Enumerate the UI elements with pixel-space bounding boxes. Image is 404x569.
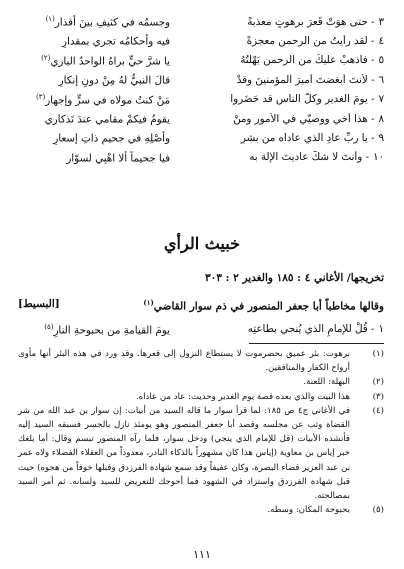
hemistich-text: قالَ النبيُّ لهُ مِنْ دونِ إنكارِ (58, 74, 170, 87)
hemistich-second (18, 15, 170, 28)
line-number: ٩ (378, 132, 384, 145)
footnote (18, 375, 384, 389)
line-number: ١ (378, 323, 384, 335)
intro-text-wrap (143, 298, 384, 313)
hemistich-text: وجسمُه في كثيفٍ بينَ أقذارِ (54, 16, 170, 29)
sources-line: تخريجها/ الأغاني ٤ : ١٨٥ والغدير ٢ : ٣٠٣ (205, 272, 384, 284)
hemistich-first: ١- قُلْ للإمامِ الذي يُنجي بطاعتِه (247, 323, 384, 335)
footnote-number: (٥) (372, 505, 384, 516)
footnote-text: في الأغاني ج٤ ص ١٨٥: لما قرأ سوار ما قاله السيد من أبيات: إن سوار بن عبد الله من شر القضاة وثب عن مجلسه وقصد أبا جعفر المنصور وهو يومئذ نازل بالجسر فسبقه السيد إليه فأنشده الأبيات (قل للإمام الذي ينجي) ودخل سوار، فلما رآه المنصور تبسم وقال: أما بلغك خبر إياس بن معاوية (إياس هذا كان مشهوراً بالذكاء النادر، معدوداً من العقلاء الفضلاء ولاه عمر بن عبد العزيز قضاء البصرة، وكان عفيفاً وقد سمع شهادة الفرزدق وقبلها خوفاً من هجوه) حيث قبل شهادة الفرزدق واستزاد في الشهود فما أحوجك للتعريض للسيد ولسانه. ثم أمر السيد بمصالحته. (18, 405, 350, 502)
footnote (18, 404, 384, 503)
intro-text: وقالها مخاطباً أبا جعفر المنصور في ذم سوار القاضي (153, 300, 384, 313)
hemistich-text: وأنتَ لا شكَّ عاديتَ الإلهَ به (249, 151, 363, 164)
footnote-text: هذا البيت والذي بعده قصة يوم الغدير وحديث: عاد من عاداه. (135, 391, 350, 402)
hemistich-first: ٥- فاذهبْ عليكَ من الرحمنِ بَهْلَتُهُ (240, 54, 384, 67)
poem-line (18, 51, 384, 70)
hemistich-text: فاذهبْ عليكَ من الرحمنِ بَهْلَتُهُ (240, 54, 368, 67)
hemistich-first: ٣- حتى هوَتْ قَعرَ برهوتٍ معذبةً (247, 15, 384, 28)
line-number: ١٠ (372, 151, 384, 164)
poem-line (18, 70, 384, 89)
footnote-ref: (١) (143, 298, 154, 307)
hemistich-second (18, 93, 170, 106)
footnote (18, 503, 384, 517)
hemistich-text: لقد رأيتُ من الرحمنِ معجزةً (246, 35, 368, 48)
footnote-text: بحبوحة المكان: وسطه. (267, 505, 350, 516)
hemistich-second (18, 131, 170, 144)
poem-line (18, 323, 384, 336)
meter-label: [البسيط] (18, 298, 60, 310)
line-number: ٨ (378, 112, 384, 125)
footnote (18, 390, 384, 404)
hemistich-text: قُلْ للإمامِ الذي يُنجي بطاعتِه (247, 323, 368, 335)
footnote-ref: (١) (45, 14, 55, 23)
hemistich-text: فيه وأحكامُه تجري بمقدارِ (62, 35, 170, 48)
line-number: ٥ (378, 54, 384, 67)
footnote-ref: (٢) (41, 53, 51, 62)
hemistich-first: ٩- يا ربِّ عادِ الذي عاداه من بشرٍ (240, 132, 384, 145)
poem-line (18, 148, 384, 167)
hemistich-text: حتى هوَتْ قَعرَ برهوتٍ معذبةً (247, 15, 368, 28)
poem-block (18, 12, 384, 167)
hemistich-text: هذا أخي ووصيّي في الأمورِ ومنْ (233, 112, 368, 125)
hemistich-text: يقومُ فيكمْ مقامي عندَ تَذكاري (44, 113, 170, 126)
hemistich-first: ١٠- وأنتَ لا شكَّ عاديتَ الإلهَ به (249, 151, 384, 164)
poem-line (18, 109, 384, 128)
footnote-number: (٣) (372, 391, 384, 402)
hemistich-second (18, 73, 170, 86)
footnote-number: (١) (372, 349, 384, 359)
hemistich-second (18, 34, 170, 47)
hemistich-first: ٦- لأنتَ أبغضتَ أميرَ المؤمنينَ وقدْ (236, 73, 384, 86)
footnote (18, 347, 384, 375)
section-title: خبيث الرأي (164, 234, 240, 253)
hemistich-text: فيا جحيماً ألا اهْبِي لسوّارِ (66, 152, 170, 165)
page-number: ١١١ (193, 548, 211, 561)
poem-line (18, 12, 384, 31)
hemistich-text: يا شرَّ حيٍّ براهُ الواحدُ الباري (50, 55, 170, 68)
hemistich-second (18, 54, 170, 67)
poem-intro (18, 298, 384, 313)
hemistich-text: وأصْلِهِ في جحيمٍ ذاتِ إسعارِ (53, 132, 170, 145)
footnote-ref: (٣) (35, 92, 46, 101)
hemistich-text: يا ربِّ عادِ الذي عاداه من بشرٍ (240, 132, 368, 145)
line-number: ٧ (378, 93, 384, 106)
footnote-ref: (٥) (44, 323, 54, 331)
poem-line (18, 90, 384, 109)
hemistich-first: ٧- يومَ الغديرِ وكلُّ الناسِ قد حَضَروا (230, 93, 384, 106)
footnotes (18, 347, 384, 517)
hemistich-first: ٨- هذا أخي ووصيّي في الأمورِ ومنْ (233, 112, 384, 125)
hemistich-second (18, 112, 170, 125)
hemistich-text: مَنْ كنتُ مولاه في سرٍّ وإجهارِ (45, 93, 170, 106)
hemistich-second (18, 151, 170, 164)
footnote-number: (٤) (372, 405, 384, 416)
poem-line (18, 31, 384, 50)
hemistich-text: لأنتَ أبغضتَ أميرَ المؤمنينَ وقدْ (236, 73, 368, 86)
footnote-text: البهلة: اللعنة. (303, 377, 350, 388)
footnote-number: (٢) (372, 377, 384, 388)
poem-line (18, 128, 384, 147)
footnote-separator (249, 343, 384, 344)
hemistich-text: يومَ الغديرِ وكلُّ الناسِ قد حَضَروا (230, 93, 368, 106)
hemistich-second (18, 323, 184, 336)
line-number: ٤ (378, 35, 384, 48)
footnote-text: برهوت: بئر عميق بحضرموت لا يستطاع النزول إلى قعرها. وقد ورد في هذه البئر أنها مأوى أرواح الكفار والمنافقين. (18, 349, 350, 374)
line-number: ٣ (378, 15, 384, 28)
hemistich-text: يومَ القيامةِ من بحبوحةِ النارِ (53, 324, 170, 337)
hemistich-first: ٤- لقد رأيتُ من الرحمنِ معجزةً (246, 35, 384, 48)
line-number: ٦ (378, 73, 384, 86)
